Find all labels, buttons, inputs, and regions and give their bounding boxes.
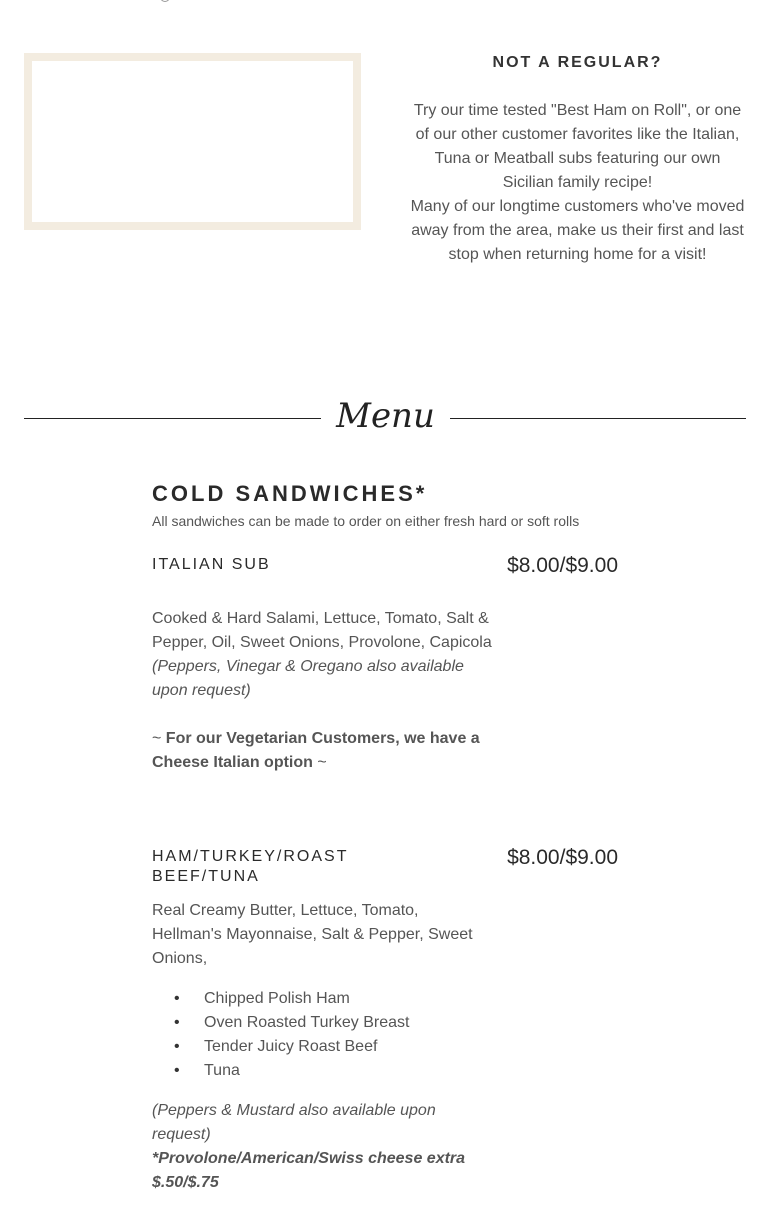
item-price: $8.00/$9.00: [507, 846, 618, 869]
image-frame: [24, 53, 361, 230]
promo-paragraph: Try our time tested "Best Ham on Roll", or one of our other customer favorites like the Italian, Tuna or Meatball subs featuring our own Sicilian family recipe!: [413, 102, 742, 191]
list-item: • Tuna: [204, 1059, 492, 1083]
item-price: $8.00/$9.00: [507, 554, 618, 577]
item-note: (Peppers & Mustard also available upon request): [152, 1102, 436, 1143]
item-name: ITALIAN SUB: [152, 556, 271, 573]
vegetarian-note: [152, 727, 492, 775]
cold-sandwiches-section: [152, 480, 622, 530]
promo-text: [410, 99, 745, 267]
item-description-block: [152, 607, 492, 775]
vegetarian-text: For our Vegetarian Customers, we have a Cheese Italian option: [152, 730, 480, 771]
item-note: (Peppers, Vinegar & Oregano also available upon request): [152, 658, 464, 699]
menu-heading: Menu: [336, 396, 435, 436]
list-item: • Tender Juicy Roast Beef: [204, 1035, 492, 1059]
item-description: Real Creamy Butter, Lettuce, Tomato, Hellman's Mayonnaise, Salt & Pepper, Sweet Onions,: [152, 902, 473, 967]
section-title: COLD SANDWICHES*: [152, 481, 428, 506]
not-a-regular-section: [410, 50, 745, 267]
menu-divider: [24, 395, 746, 441]
item-description-block: [152, 899, 492, 1195]
list-item: • Chipped Polish Ham: [204, 987, 492, 1011]
vegetarian-prefix: ~: [152, 730, 166, 747]
list-item: • Oven Roasted Turkey Breast: [204, 1011, 492, 1035]
top-cutoff-text: [150, 0, 220, 2]
cheese-extra-note: *Provolone/American/Swiss cheese extra $.50/$.75: [152, 1150, 466, 1191]
divider-line: [450, 418, 746, 419]
item-description: Cooked & Hard Salami, Lettuce, Tomato, Salt & Pepper, Oil, Sweet Onions, Provolone, Capicola: [152, 610, 492, 651]
vegetarian-suffix: ~: [312, 754, 327, 771]
divider-line: [24, 418, 321, 419]
promo-paragraph: Many of our longtime customers who've moved away from the area, make us their first and last stop when returning home for a visit!: [410, 198, 745, 263]
fillings-list: [152, 987, 492, 1083]
promo-title: NOT A REGULAR?: [492, 54, 663, 71]
item-name: HAM/TURKEY/ROAST BEEF/TUNA: [152, 848, 349, 885]
section-subtitle: All sandwiches can be made to order on either fresh hard or soft rolls: [152, 513, 580, 529]
